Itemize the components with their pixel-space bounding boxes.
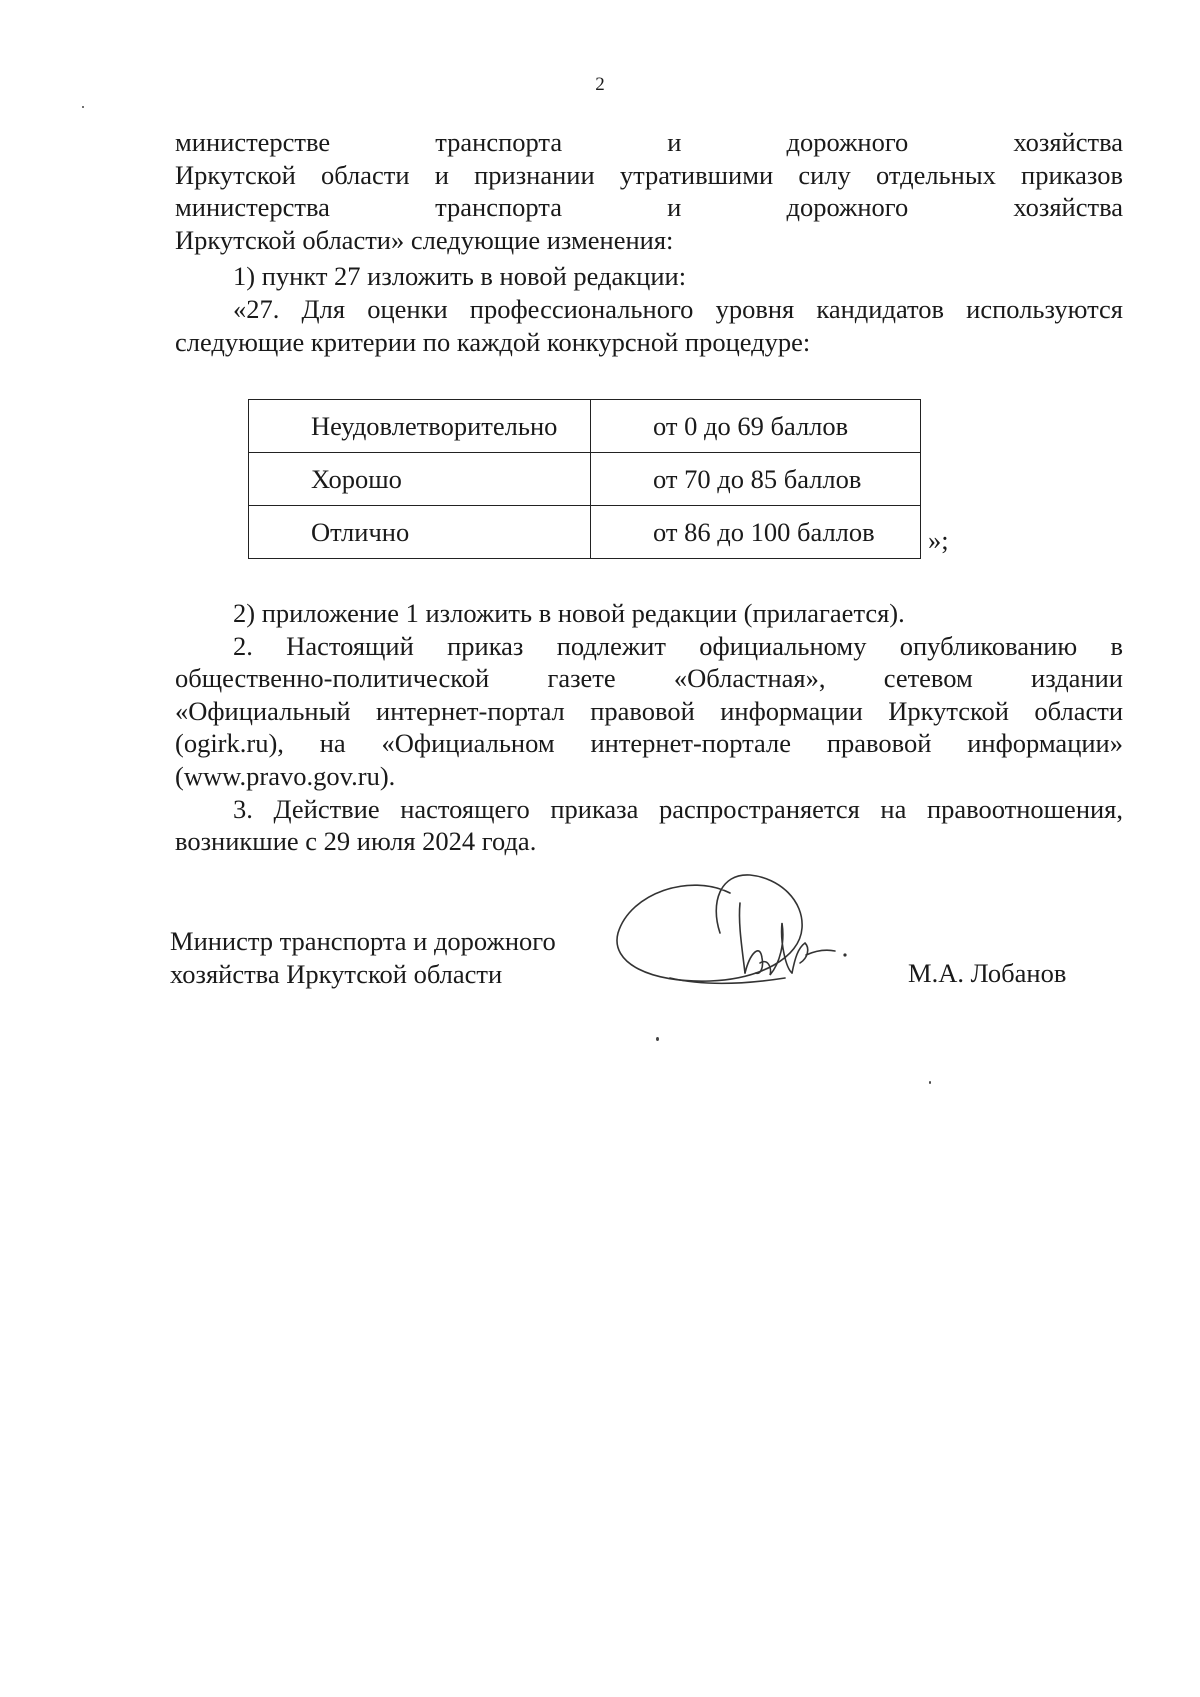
scan-speck — [656, 1037, 659, 1041]
handwritten-signature — [610, 863, 870, 993]
table-row — [249, 506, 921, 559]
para-3-line-2: возникшие с 29 июля 2024 года. — [175, 826, 537, 857]
grade-cell: Хорошо — [249, 453, 591, 506]
signer-title-line-1: Министр транспорта и дорожного — [170, 926, 556, 956]
intro-line-2: Иркутской области и признании утратившими силу отдельных приказов — [175, 159, 1123, 190]
table-row — [249, 400, 921, 453]
signer-name: М.А. Лобанов — [908, 958, 1067, 988]
lower-paragraphs — [175, 597, 1123, 858]
grade-cell: Отлично — [249, 506, 591, 559]
signer-title — [170, 925, 556, 990]
table-closing-quote: »; — [928, 525, 949, 555]
item-27-line-1: «27. Для оценки профессионального уровня кандидатов используются — [233, 293, 1123, 324]
scan-speck — [82, 106, 84, 108]
para-2-line-3: «Официальный интернет-портал правовой информации Иркутской области — [175, 695, 1123, 726]
scores-table — [248, 399, 921, 559]
table-row — [249, 453, 921, 506]
intro-line-4: Иркутской области» следующие изменения: — [175, 224, 674, 255]
intro-line-1: министерстве транспорта и дорожного хозяйства — [175, 127, 1123, 157]
para-2-line-4: (ogirk.ru), на «Официальном интернет-портале правовой информации» — [175, 728, 1123, 759]
para-3-line-1: 3. Действие настоящего приказа распространяется на правоотношения, — [233, 793, 1123, 824]
signature-block — [0, 925, 1200, 1015]
item-27-line-2: следующие критерии по каждой конкурсной процедуре: — [175, 326, 811, 357]
item-1-text: 1) пункт 27 изложить в новой редакции: — [233, 261, 687, 292]
para-2-line-5: (www.pravo.gov.ru). — [175, 760, 396, 791]
item-2-text: 2) приложение 1 изложить в новой редакции (прилагается). — [233, 598, 905, 628]
range-cell: от 70 до 85 баллов — [591, 453, 921, 506]
range-cell: от 0 до 69 баллов — [591, 400, 921, 453]
page-number: 2 — [595, 74, 605, 95]
para-2-line-1: 2. Настоящий приказ подлежит официальному опубликованию в — [233, 630, 1123, 661]
para-2-line-2: общественно-политической газете «Областная», сетевом издании — [175, 663, 1123, 694]
signer-title-line-2: хозяйства Иркутской области — [170, 958, 503, 989]
intro-paragraph — [175, 126, 1123, 358]
range-cell: от 86 до 100 баллов — [591, 506, 921, 559]
scan-speck — [929, 1081, 931, 1084]
grade-cell: Неудовлетворительно — [249, 400, 591, 453]
intro-line-3: министерства транспорта и дорожного хозяйства — [175, 192, 1123, 223]
